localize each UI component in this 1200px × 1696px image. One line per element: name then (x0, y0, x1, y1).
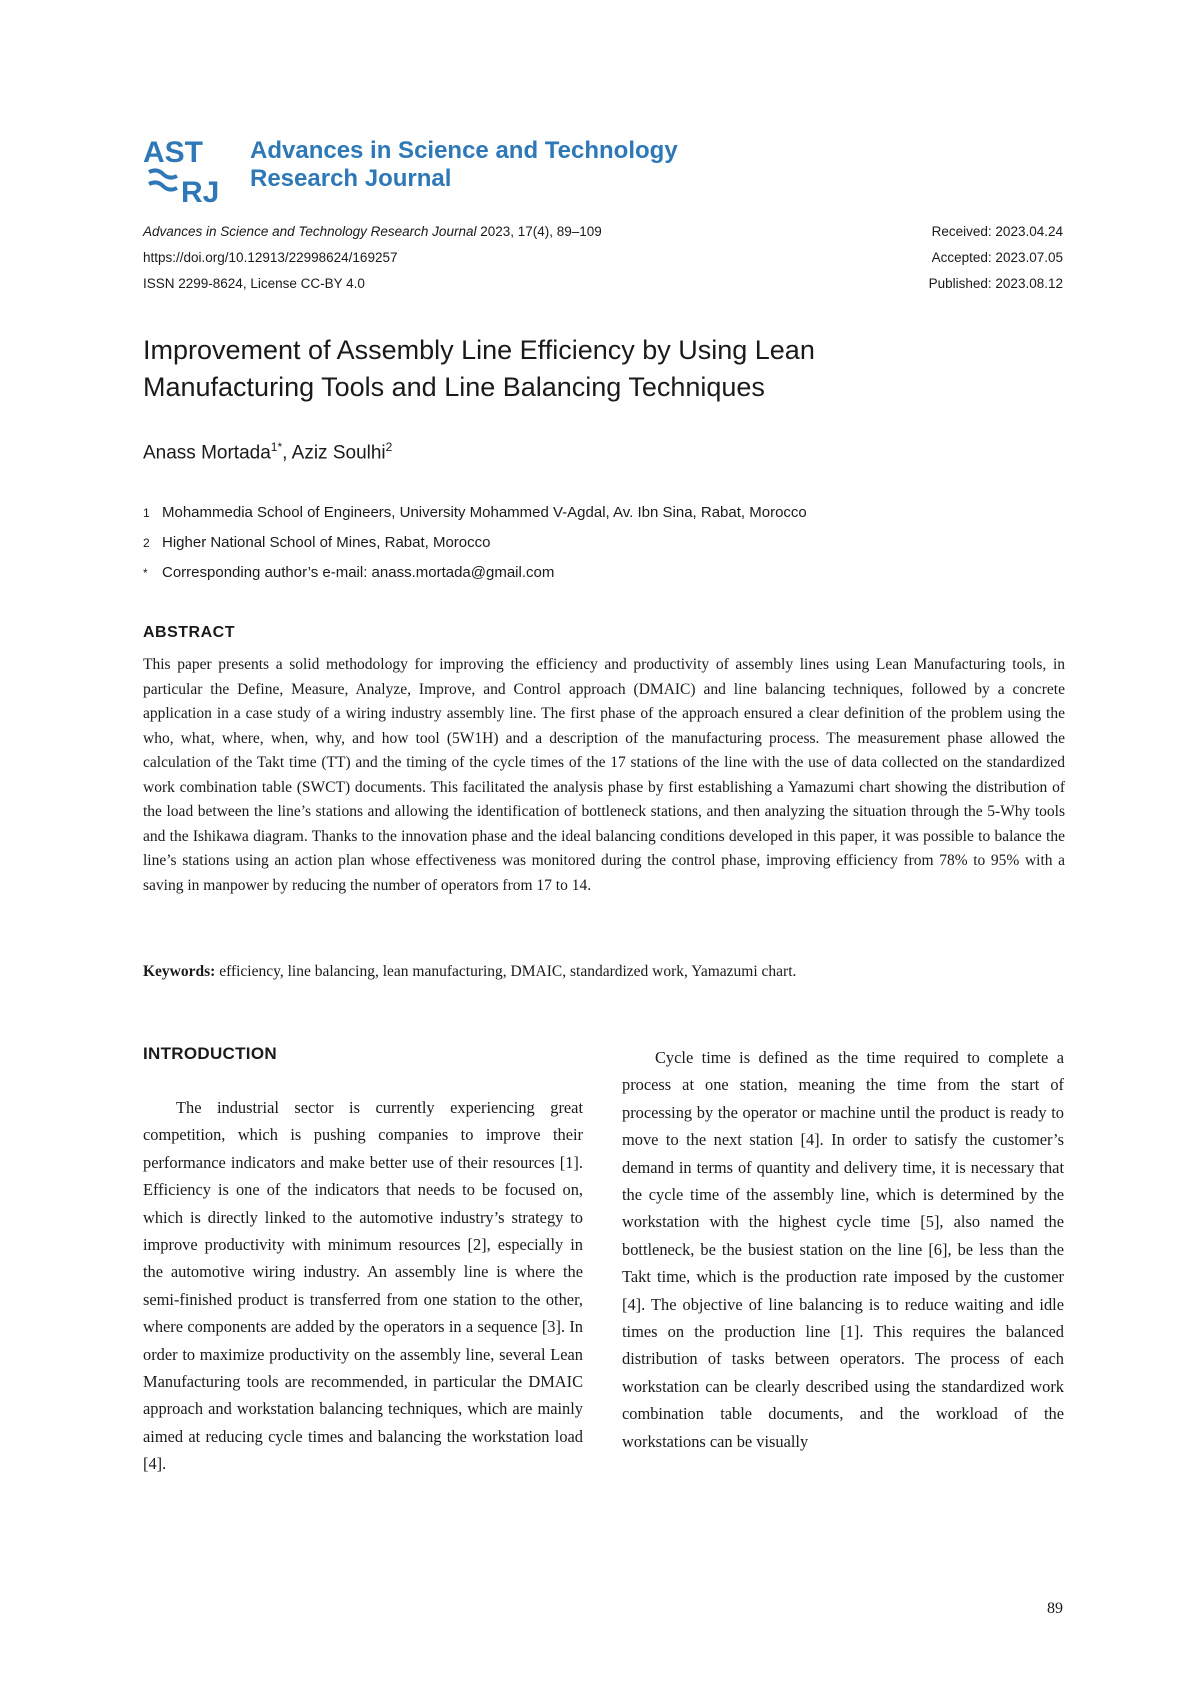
journal-logo (143, 134, 233, 208)
page-number: 89 (1047, 1600, 1063, 1617)
journal-name-line2: Research Journal (250, 165, 452, 192)
section-heading-introduction: INTRODUCTION (143, 1044, 277, 1063)
affiliation-mark: 1 (143, 506, 150, 520)
author-2: Aziz Soulhi (291, 442, 386, 464)
author-separator: , (282, 442, 292, 464)
keywords (143, 963, 1065, 981)
intro-paragraph-1: The industrial sector is currently experiencing great competition, which is pushing companies to improve their performance indicators and make better use of their resources [1]. Efficiency is one of the indicators that needs to be focused on, which is directly linked to the automotive industry’s strategy to improve productivity with minimum resources [2], especially in the automotive wiring industry. An assembly line is where the semi-finished product is transferred from one station to the other, where components are added by the operators in a sequence [3]. In order to maximize productivity on the assembly line, several Lean Manufacturing tools are recommended, in particular the DMAIC approach and workstation balancing techniques, which are mainly aimed at reducing cycle times and balancing the workstation load [4]. (143, 1098, 583, 1474)
affiliations (143, 498, 807, 588)
accepted-date: Accepted: 2023.07.05 (931, 250, 1063, 265)
article-metadata (143, 219, 602, 297)
right-column (622, 1044, 1064, 1455)
left-column (143, 1044, 583, 1478)
citation-journal: Advances in Science and Technology Research Journal (143, 224, 477, 239)
author-1: Anass Mortada (143, 442, 271, 464)
affiliation-mark: 2 (143, 536, 150, 550)
affiliation-item (143, 528, 807, 558)
received-date: Received: 2023.04.24 (931, 224, 1063, 239)
logo-text-bottom: RJ (181, 176, 220, 208)
doi-link[interactable]: https://doi.org/10.12913/22998624/169257 (143, 250, 398, 265)
corresponding-author: Corresponding author’s e-mail: anass.mortada@gmail.com (162, 564, 555, 581)
abstract-heading: ABSTRACT (143, 624, 235, 641)
affiliation-text: Higher National School of Mines, Rabat, Morocco (162, 534, 491, 551)
keywords-label: Keywords: (143, 963, 216, 980)
title-line2: Manufacturing Tools and Line Balancing Techniques (143, 372, 765, 402)
author-2-affil: 2 (385, 440, 393, 454)
title-line1: Improvement of Assembly Line Efficiency by Using Lean (143, 335, 815, 365)
journal-name-line1: Advances in Science and Technology (250, 137, 678, 164)
published-date: Published: 2023.08.12 (928, 276, 1063, 291)
abstract-text: This paper presents a solid methodology for improving the efficiency and productivity of assembly lines using Lean Manufacturing tools, in particular the Define, Measure, Analyze, Improve, and Control approach (DMAIC) and line balancing techniques, followed by a concrete application in a case study of a wiring industry assembly line. The first phase of the approach ensured a clear definition of the problem using the who, what, where, when, why, and how tool (5W1H) and a description of the manufacturing process. The measurement phase allowed the calculation of the Takt time (TT) and the timing of the cycle times of the 17 stations of the line with the use of data collected on the standardized work combination table (SWCT) documents. This facilitated the analysis phase by first establishing a Yamazumi chart showing the distribution of the load between the line’s stations and allowing the identification of bottleneck stations, and then analyzing the situation through the 5-Why tools and the Ishikawa diagram. Thanks to the innovation phase and the ideal balancing conditions developed in this paper, it was possible to balance the line’s stations using an action plan whose effectiveness was monitored during the control phase, improving efficiency from 78% to 95% with a saving in manpower by reducing the number of operators from 17 to 14. (143, 656, 1065, 894)
affiliation-item (143, 498, 807, 528)
issn-license: ISSN 2299-8624, License CC-BY 4.0 (143, 276, 365, 291)
citation (143, 219, 602, 245)
article-dates (929, 219, 1063, 297)
keywords-list: efficiency, line balancing, lean manufacturing, DMAIC, standardized work, Yamazumi chart. (215, 963, 797, 980)
logo-text-top: AST (143, 136, 203, 169)
logo-swoosh-icon (149, 170, 177, 177)
citation-volume: 2023, 17(4), 89–109 (476, 224, 602, 239)
intro-paragraph-2: Cycle time is defined as the time required to complete a process at one station, meaning the time from the start of processing by the operator or machine until the product is ready to move to the next station [4]. In order to satisfy the customer’s demand in terms of quantity and delivery time, it is necessary that the cycle time of the assembly line, which is determined by the workstation with the highest cycle time [5], also named the bottleneck, be the busiest station on the line [6], be less than the Takt time, which is the production rate imposed by the customer [4]. The objective of line balancing is to reduce waiting and idle times on the production line [1]. This requires the balanced distribution of tasks between operators. The process of each workstation can be clearly described using the standardized work combination table documents, and the workload of the workstations can be visually (622, 1048, 1064, 1451)
journal-name (250, 137, 678, 193)
author-list (143, 440, 392, 464)
affiliation-mark: * (143, 566, 148, 580)
author-1-affil: 1* (270, 440, 283, 454)
affiliation-item (143, 558, 807, 588)
affiliation-text: Mohammedia School of Engineers, University Mohammed V-Agdal, Av. Ibn Sina, Rabat, Morocco (162, 504, 807, 521)
paper-title (143, 332, 1043, 406)
